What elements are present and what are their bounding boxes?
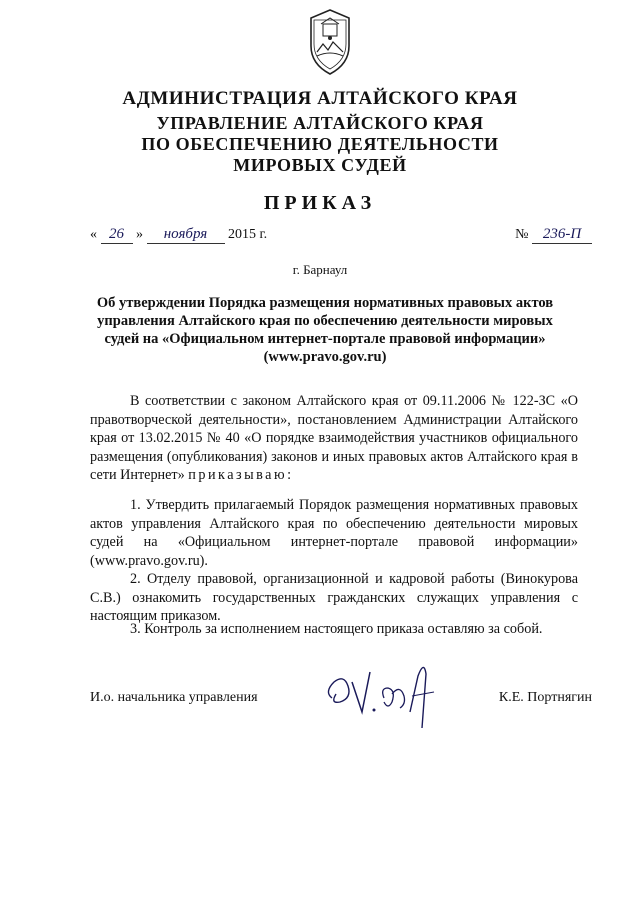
signatory-name: К.Е. Портнягин bbox=[498, 690, 592, 705]
date-day: 26 bbox=[101, 226, 133, 244]
date-month: ноября bbox=[147, 226, 225, 244]
order-item-1: 1. Утвердить прилагаемый Порядок размещения нормативных правовых актов управления Алтайского края по обеспечению деятельности мировых судей на «Официальном интернет-портале правовой информации» (www.pravo.gov.ru). bbox=[90, 497, 578, 569]
order-word: приказываю: bbox=[188, 467, 294, 483]
order-item-2: 2. Отделу правовой, организационной и кадровой работы (Винокурова С.В.) ознакомить государственных гражданских служащих управления с настоящим приказом. bbox=[90, 571, 578, 624]
preamble-text: В соответствии с законом Алтайского края от 09.11.2006 № 122-ЗС «О правотворческой деятельности», постановлением Администрации Алтайского края от 13.02.2015 № 40 «О порядке взаимодействия участников официального размещения (опубликования) законов и иных правовых актов Алтайского края в сети Интернет» bbox=[90, 393, 578, 483]
org-header-line-2: УПРАВЛЕНИЕ АЛТАЙСКОГО КРАЯ bbox=[156, 113, 484, 133]
date-close-quote: » bbox=[136, 227, 143, 242]
preamble-paragraph bbox=[90, 392, 578, 485]
org-header-line-3: ПО ОБЕСПЕЧЕНИЮ ДЕЯТЕЛЬНОСТИ bbox=[141, 134, 499, 154]
document-date bbox=[90, 226, 267, 244]
date-year: 2015 г. bbox=[228, 227, 268, 242]
signatory-role: И.о. начальника управления bbox=[90, 690, 258, 705]
number-label: № bbox=[515, 227, 529, 242]
document-subject: Об утверждении Порядка размещения нормативных правовых актов управления Алтайского края по обеспечению деятельности мировых судей на «Официальном интернет-портале правовой информации» (www.pravo.gov.ru) bbox=[96, 295, 554, 365]
document-number bbox=[515, 226, 592, 244]
org-header-line-4: МИРОВЫХ СУДЕЙ bbox=[233, 155, 407, 175]
coat-of-arms-emblem bbox=[305, 8, 355, 76]
date-open-quote: « bbox=[90, 227, 97, 242]
order-item-3: 3. Контроль за исполнением настоящего приказа оставляю за собой. bbox=[130, 621, 543, 637]
number-value: 236-П bbox=[532, 226, 592, 244]
document-title: ПРИКАЗ bbox=[263, 192, 377, 214]
handwritten-signature bbox=[318, 652, 448, 732]
org-header-line-1: АДМИНИСТРАЦИЯ АЛТАЙСКОГО КРАЯ bbox=[122, 88, 518, 109]
city-name: г. Барнаул bbox=[292, 262, 348, 277]
